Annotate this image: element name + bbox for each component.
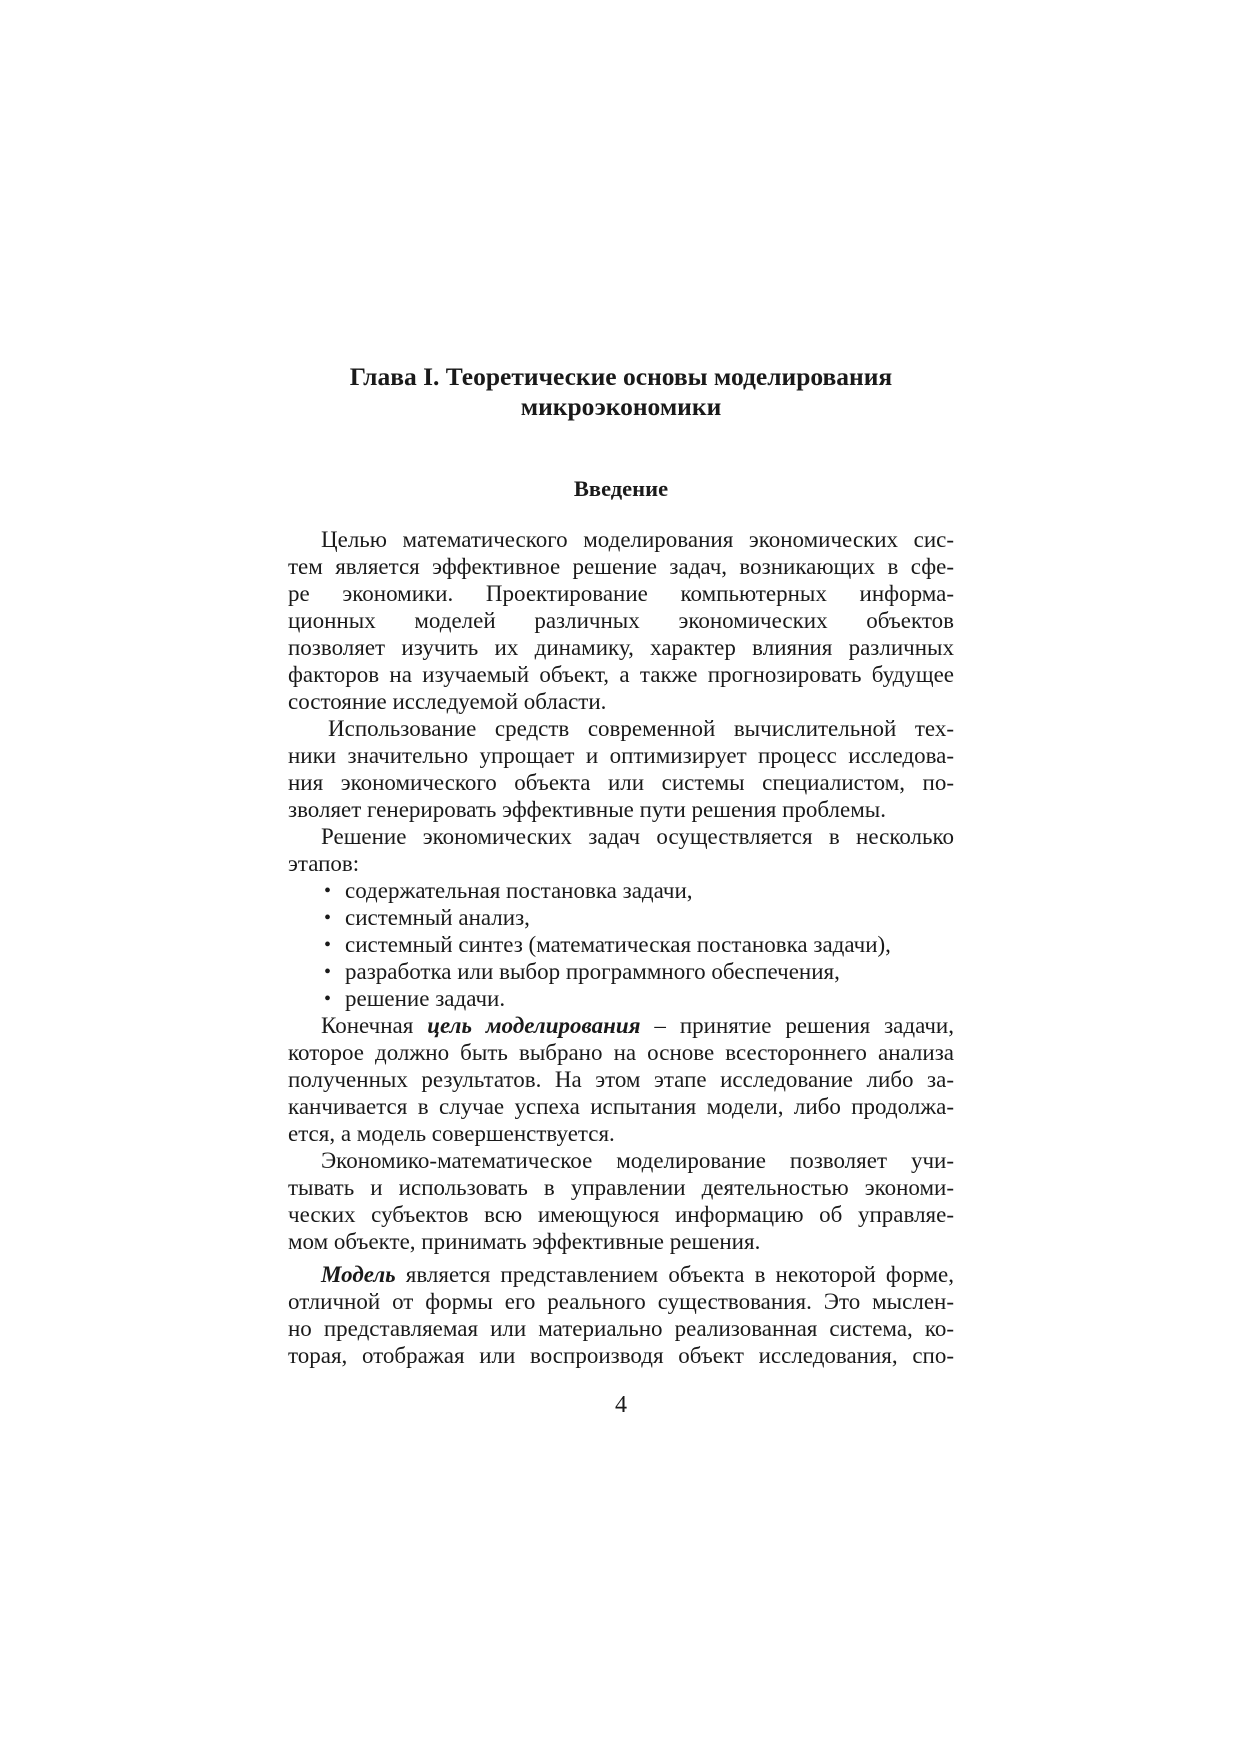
list-item (288, 877, 954, 905)
chapter-title (288, 362, 954, 422)
list-item-text: решение задачи. (345, 986, 506, 1011)
text-line: но представляемая или материально реализованная система, ко- (288, 1316, 954, 1341)
list-item-text: разработка или выбор программного обеспечения, (345, 959, 840, 984)
text-line: отличной от формы его реального существования. Это мыслен- (288, 1289, 954, 1314)
text-run: – принятие решения задачи, (640, 1013, 954, 1038)
text-line: зволяет генерировать эффективные пути решения проблемы. (288, 797, 886, 822)
text-line: тывать и использовать в управлении деятельностью экономи- (288, 1175, 954, 1200)
text-line: ческих субъектов всю имеющуюся информацию об управляе- (288, 1202, 954, 1227)
text-line: которое должно быть выбрано на основе всестороннего анализа (288, 1040, 954, 1065)
text-line: этапов: (288, 851, 360, 876)
text-line (288, 1012, 954, 1040)
chapter-title-line-2: микроэкономики (520, 392, 722, 421)
bullet-icon: • (324, 961, 332, 983)
text-line: факторов на изучаемый объект, а также прогнозировать будущее (288, 662, 954, 687)
text-line: Решение экономических задач осуществляется в несколько (321, 824, 954, 849)
list-item-text: системный анализ, (345, 905, 530, 930)
text-line: позволяет изучить их динамику, характер влияния различных (288, 635, 954, 660)
bullet-icon: • (324, 988, 332, 1010)
bullet-icon: • (324, 880, 332, 902)
list-item-text: содержательная постановка задачи, (345, 878, 693, 903)
text-line: ционных моделей различных экономических объектов (288, 608, 954, 633)
section-title: Введение (573, 476, 669, 501)
text-line (288, 1261, 954, 1289)
text-run: Конечная (321, 1013, 428, 1038)
text-line: мом объекте, принимать эффективные решения. (288, 1229, 761, 1254)
text-run: является представлением объекта в некоторой форме, (395, 1262, 954, 1287)
text-line: полученных результатов. На этом этапе исследование либо за- (288, 1067, 954, 1092)
list-item (288, 904, 954, 932)
text-line: ре экономики. Проектирование компьютерных информа- (288, 581, 954, 606)
text-line: Использование средств современной вычислительной тех- (328, 716, 954, 741)
text-line: Целью математического моделирования экономических сис- (321, 527, 954, 552)
list-item (288, 931, 954, 959)
list-item-text: системный синтез (математическая постановка задачи), (345, 932, 891, 957)
text-line: канчивается в случае успеха испытания модели, либо продолжа- (288, 1094, 954, 1119)
key-term: Модель (321, 1262, 396, 1287)
text-line: состояние исследуемой области. (288, 689, 607, 714)
text-line: Экономико-математическое моделирование позволяет учи- (321, 1148, 954, 1173)
chapter-title-line-1: Глава I. Теоретические основы моделирования (349, 362, 893, 391)
list-item (288, 958, 954, 986)
text-line: тем является эффективное решение задач, возникающих в сфе- (288, 554, 954, 579)
bullet-icon: • (324, 934, 332, 956)
text-line: ется, а модель совершенствуется. (288, 1121, 615, 1146)
text-line: ния экономического объекта или системы специалистом, по- (288, 770, 954, 795)
text-line: торая, отображая или воспроизводя объект исследования, спо- (288, 1343, 954, 1368)
list-item (288, 985, 954, 1013)
page-number: 4 (615, 1392, 627, 1418)
bullet-icon: • (324, 907, 332, 929)
key-term: цель моделирования (427, 1013, 641, 1038)
text-line: ники значительно упрощает и оптимизирует процесс исследова- (288, 743, 954, 768)
